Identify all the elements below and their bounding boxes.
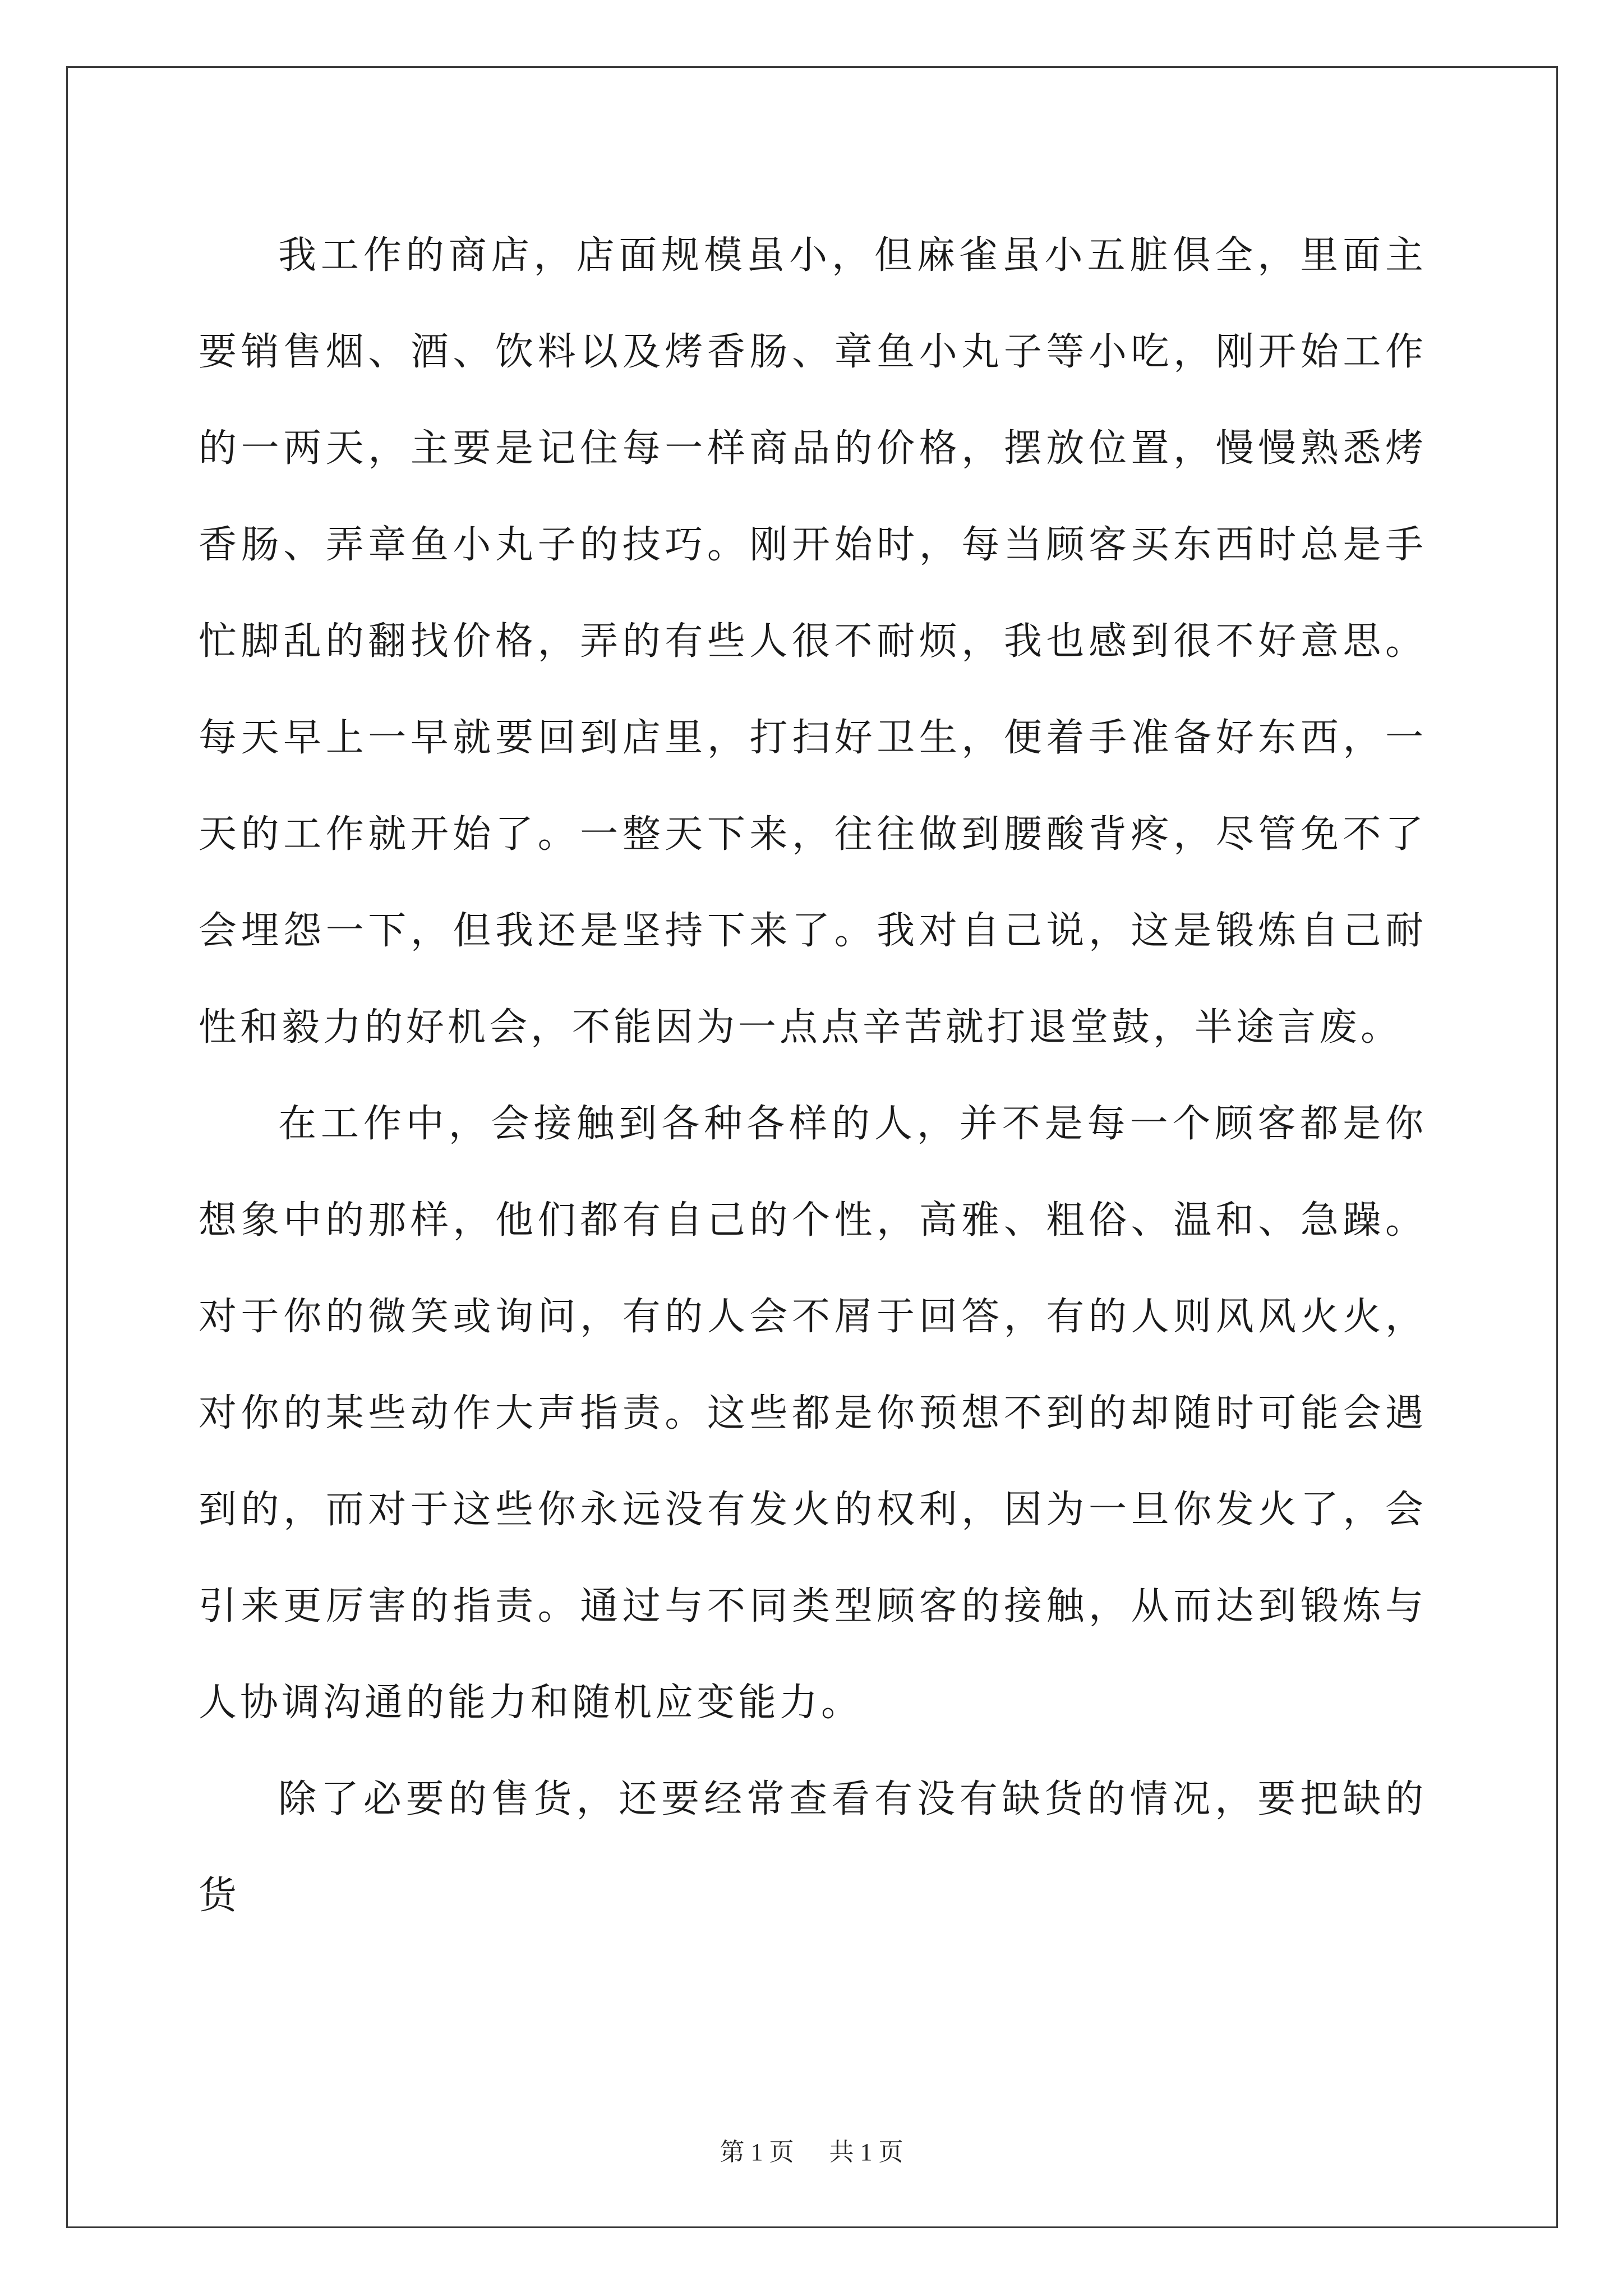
page-footer (0, 2132, 1623, 2168)
paragraph-2: 在工作中，会接触到各种各样的人，并不是每一个顾客都是你想象中的那样，他们都有自己的个性，高雅、粗俗、温和、急躁。对于你的微笑或询问，有的人会不屑于回答，有的人则风风火火，对你的某些动作大声指责。这些都是你预想不到的却随时可能会遇到的，而对于这些你永远没有发火的权利，因为一旦你发火了，会引来更厉害的指责。通过与不同类型顾客的接触，从而达到锻炼与人协调沟通的能力和随机应变能力。 (199, 1102, 1427, 1725)
page-total: 共 1 页 (829, 2138, 903, 2166)
paragraph-3: 除了必要的售货，还要经常查看有没有缺货的情况，要把缺的货 (199, 1777, 1427, 1918)
paragraph-1: 我工作的商店，店面规模虽小，但麻雀虽小五脏俱全，里面主要销售烟、酒、饮料以及烤香肠、章鱼小丸子等小吃，刚开始工作的一两天，主要是记住每一样商品的价格，摆放位置，慢慢熟悉烤香肠、弄章鱼小丸子的技巧。刚开始时，每当顾客买东西时总是手忙脚乱的翻找价格，弄的有些人很不耐烦，我也感到很不好意思。每天早上一早就要回到店里，打扫好卫生，便着手准备好东西，一天的工作就开始了。一整天下来，往往做到腰酸背疼，尽管免不了会埋怨一下，但我还是坚持下来了。我对自己说，这是锻炼自己耐性和毅力的好机会，不能因为一点点辛苦就打退堂鼓，半途言废。 (199, 233, 1427, 1050)
document-body (199, 208, 1427, 1944)
page-number: 第 1 页 (720, 2138, 794, 2166)
